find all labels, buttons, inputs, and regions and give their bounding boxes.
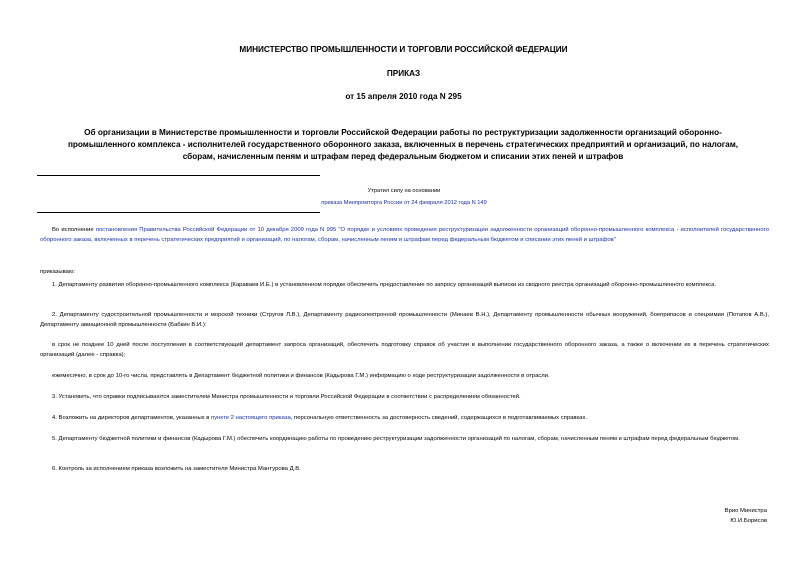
separator-top <box>37 175 320 176</box>
paragraph-2b: ежемесячно, в срок до 10-го числа, представлять в Департамент бюджетной политики и финансов (Кадырова Г.М.) информацию о ходе реструктуризации задолженности в отрасли. <box>52 373 550 379</box>
signatory-name: Ю.И.Борисов <box>730 518 767 524</box>
lost-force-note: Утратил силу на основании <box>367 188 441 194</box>
paragraph-2-reference-link[interactable]: пункте 2 настоящего приказа <box>211 415 291 421</box>
paragraph-1: 1. Департаменту развития оборонно-промышленного комплекса (Караваев И.Е.) в установленном порядке обеспечить предоставление по запросу организаций выписки из сводного реестра организаций оборонно-промышленного комплекса. <box>52 282 717 288</box>
document-title-line-2: промышленного комплекса - исполнителей государственного оборонного заказа, включенных в перечень стратегических предприятий и организаций, по налогам, <box>67 140 739 149</box>
lost-force-basis-link[interactable]: приказа Минпромторга России от 24 февраля 2012 года N 149 <box>321 200 487 206</box>
separator-bottom <box>37 212 320 213</box>
paragraph-4-prefix: 4. Возложить на директоров департаментов, указанных в <box>52 415 212 421</box>
intro-paragraph <box>40 225 769 245</box>
ministry-heading: МИНИСТЕРСТВО ПРОМЫШЛЕННОСТИ И ТОРГОВЛИ РОССИЙСКОЙ ФЕДЕРАЦИИ <box>239 45 568 54</box>
intro-prefix: Во исполнение <box>52 227 96 233</box>
paragraph-5: 5. Департаменту бюджетной политики и финансов (Кадырова Г.М.) обеспечить координацию работы по проведению реструктуризации задолженности организаций по налогам, сборам, начисленным пеням и штрафам перед федеральным бюджетом. <box>52 436 740 442</box>
paragraph-2: 2. Департаменту судостроительной промышленности и морской техники (Стругов Л.В.), Департаменту радиоэлектронной промышленности (Минаев В.Н.), Департаменту промышленности обычных вооружений, боеприпасов и спецхимии (Потапов А.В.), Департаменту авиационной промышленности (Бабкин В.И.): <box>40 312 769 328</box>
doc-date-number: от 15 апреля 2010 года N 295 <box>345 92 462 101</box>
paragraph-4-suffix: , персональную ответственность за достоверность сведений, содержащихся в подготавливаемых справках. <box>290 415 588 421</box>
paragraph-2a: в срок не позднее 10 дней после поступления в соответствующий департамент запроса организаций, обеспечить подготовку справок об участии в выполнении государственного оборонного заказа, а также о включении их в перечень стратегических организаций (далее - справка); <box>40 342 769 358</box>
doc-type-heading: ПРИКАЗ <box>386 69 421 78</box>
paragraph-3: 3. Установить, что справки подписываются заместителем Министра промышленности и торговли Российской Федерации в соответствии с распределением обязанностей. <box>52 394 521 400</box>
orders-word: приказываю: <box>40 269 76 275</box>
government-decree-link[interactable]: постановления Правительства Российской Федерации от 10 декабря 2009 года N 995 "О порядке и условиях проведения реструктуризации задолженности организаций оборонно-промышленного комплекса - исполнителей государственного оборонного заказа, включенных в перечень стратегических предприятий и организаций, по налогам, сборам, начисленным пеням и штрафам перед федеральным бюджетом и списании этих пеней и штрафов" <box>40 227 769 243</box>
paragraph-6: 6. Контроль за исполнением приказа возложить на заместителя Министра Мантурова Д.В. <box>52 466 301 472</box>
paragraph-4 <box>52 413 587 423</box>
document-title-line-1: Об организации в Министерстве промышленности и торговли Российской Федерации работы по реструктуризации задолженности организаций оборонно- <box>84 128 722 137</box>
signatory-position: Врио Министра <box>724 508 767 514</box>
document-title-line-3: сборам, начисленным пеням и штрафам перед федеральным бюджетом и списании этих пеней и штрафов <box>182 152 624 161</box>
